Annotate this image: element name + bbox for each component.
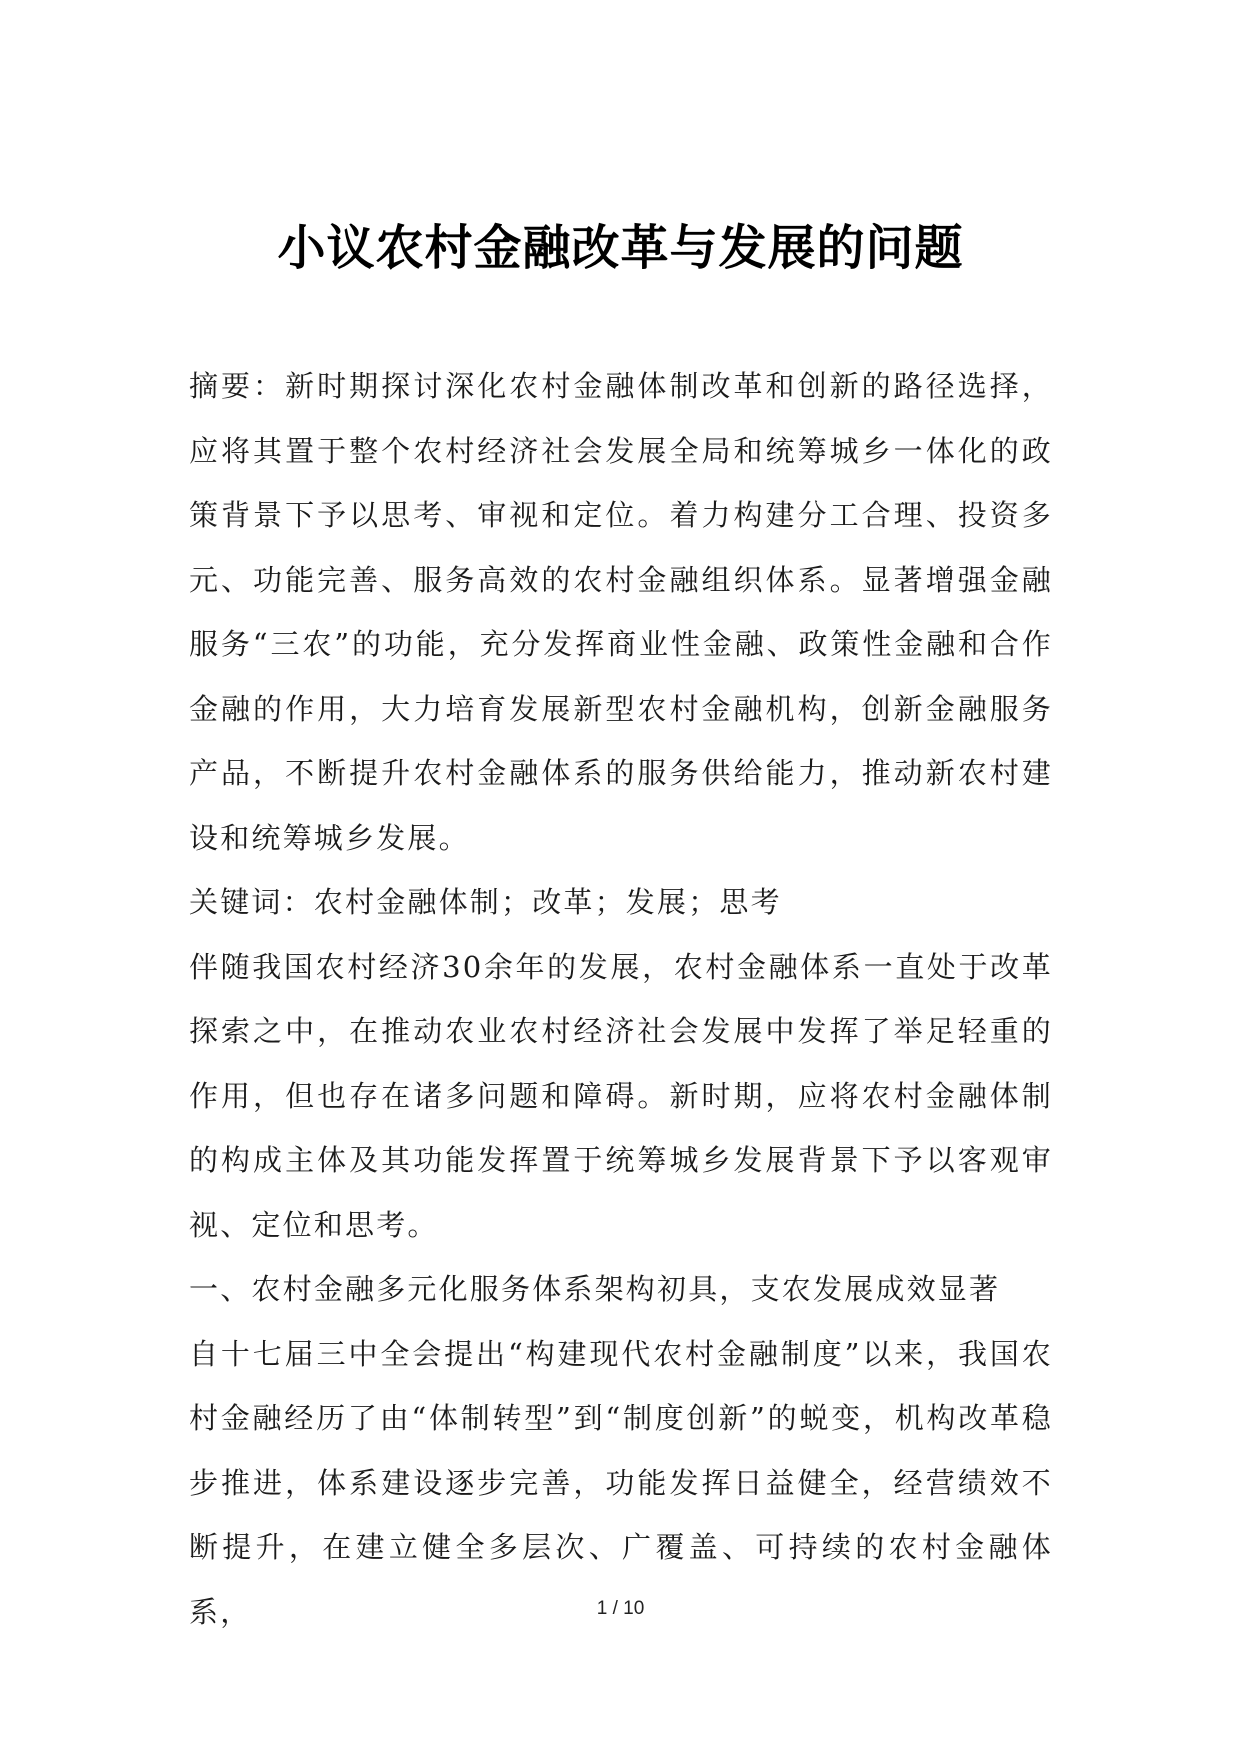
intro-paragraph: 伴随我国农村经济30余年的发展，农村金融体系一直处于改革探索之中，在推动农业农村经济社会发展中发挥了举足轻重的作用，但也存在诸多问题和障碍。新时期，应将农村金融体制的构成主体及其功能发挥置于统筹城乡发展背景下予以客观审视、定位和思考。	[189, 949, 1053, 1242]
section-paragraph: 自十七届三中全会提出“构建现代农村金融制度”以来，我国农村金融经历了由“体制转型”到“制度创新”的蜕变，机构改革稳步推进，体系建设逐步完善，功能发挥日益健全，经营绩效不断提升，在建立健全多层次、广覆盖、可持续的农村金融体系，	[189, 1336, 1053, 1629]
abstract-paragraph: 摘要：新时期探讨深化农村金融体制改革和创新的路径选择，应将其置于整个农村经济社会发展全局和统筹城乡一体化的政策背景下予以思考、审视和定位。着力构建分工合理、投资多元、功能完善、服务高效的农村金融组织体系。显著增强金融服务“三农”的功能，充分发挥商业性金融、政策性金融和合作金融的作用，大力培育发展新型农村金融机构，创新金融服务产品，不断提升农村金融体系的服务供给能力，推动新农村建设和统筹城乡发展。	[189, 369, 1053, 855]
document-title: 小议农村金融改革与发展的问题	[277, 220, 964, 276]
page-number: 1 / 10	[596, 1598, 645, 1619]
section-heading: 一、农村金融多元化服务体系架构初具，支农发展成效显著	[189, 1272, 1001, 1306]
keywords-paragraph: 关键词：农村金融体制；改革；发展；思考	[189, 885, 782, 919]
document-body	[189, 354, 1053, 1644]
